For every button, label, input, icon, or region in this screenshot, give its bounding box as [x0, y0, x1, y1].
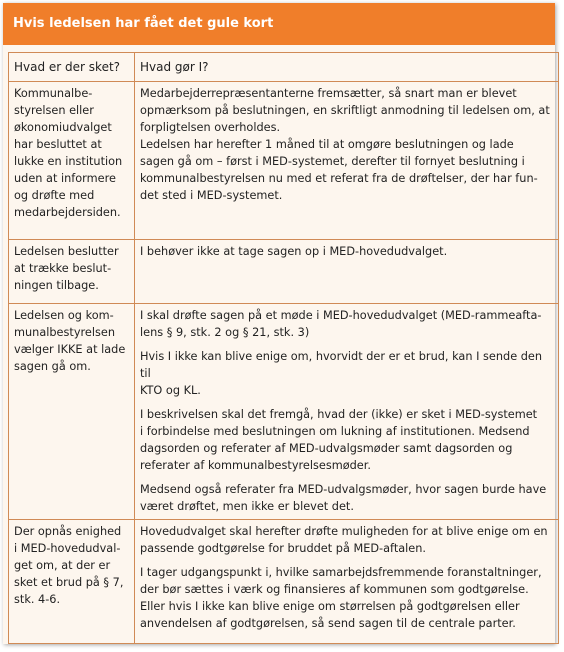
column-header-actions: Hvad gør I? [135, 53, 559, 82]
actions-cell [135, 240, 559, 304]
table-row [9, 520, 559, 644]
action-paragraph: I tager udgangspunkt i, hvilke samarbejdsfremmende foranstaltninger, der bør sættes i værk og finansieres af kommunen som godtgørelse. [140, 566, 542, 596]
table-header-row [9, 53, 559, 82]
action-paragraph: I skal drøfte sagen på et møde i MED-hovedudvalget (MED-rammeafta- lens § 9, stk. 2 og § 21, stk. 3) [140, 309, 542, 339]
situation-text: Ledelsen og kom- munalbestyrelsen vælger IKKE at lade sagen gå om. [14, 309, 126, 373]
situation-cell [9, 240, 135, 304]
action-paragraph: Eller hvis I ikke kan blive enige om størrelsen på godtgørelsen eller anvendelsen af godtgørelsen, så send sagen til de centrale parter. [140, 600, 520, 630]
guidance-table [8, 52, 559, 644]
action-paragraph: I beskrivelsen skal det fremgå, hvad der (ikke) er sket i MED-systemet i forbindelse med beslutningen om lukning af institutionen. Medsend dagsorden og referater af MED-udvalgsmøder samt dagsorden og referater af kommunalbestyrelsesmøder. [140, 408, 538, 472]
action-paragraph: Medsend også referater fra MED-udvalgsmøder, hvor sagen burde have været drøftet, men ikke er blevet det. [140, 483, 547, 513]
situation-text: Ledelsen beslutter at trække beslut- ningen tilbage. [14, 245, 119, 292]
situation-cell [9, 520, 135, 644]
action-paragraph: Medarbejderrepræsentanterne fremsætter, så snart man er blevet opmærksom på beslutningen, en skriftligt anmodning til ledelsen om, at forpligtelsen overholdes. [140, 87, 550, 134]
actions-cell [135, 304, 559, 520]
action-paragraph: I behøver ikke at tage sagen op i MED-hovedudvalget. [140, 245, 448, 258]
situation-text: Kommunalbe- styrelsen eller økonomiudvalget har besluttet at lukke en institution uden at informere og drøfte med medarbejdersiden. [14, 87, 123, 219]
situation-text: Der opnås enighed i MED-hovedudval- get om, at der er sket et brud på § 7, stk. 4-6. [14, 525, 124, 606]
action-paragraph: Hvis I ikke kan blive enige om, hvorvidt der er et brud, kan I sende den til KTO og KL. [140, 350, 543, 397]
actions-cell [135, 82, 559, 240]
column-header-situation: Hvad er der sket? [9, 53, 135, 82]
card-title: Hvis ledelsen har fået det gule kort [13, 16, 274, 31]
title-bar [3, 3, 555, 45]
table-row [9, 304, 559, 520]
action-paragraph: Ledelsen har herefter 1 måned til at omgøre beslutningen og lade sagen gå om – først i MED-systemet, derefter til fornyet beslutning i kommunalbestyrelsen nu med et referat fra de drøftelser, der har fun- det sted i MED-systemet. [140, 138, 538, 202]
table-row [9, 82, 559, 240]
table-row [9, 240, 559, 304]
situation-cell [9, 82, 135, 240]
action-paragraph: Hovedudvalget skal herefter drøfte muligheden for at blive enige om en passende godtgørelse for bruddet på MED-aftalen. [140, 525, 548, 555]
situation-cell [9, 304, 135, 520]
info-card [3, 3, 555, 644]
actions-cell [135, 520, 559, 644]
